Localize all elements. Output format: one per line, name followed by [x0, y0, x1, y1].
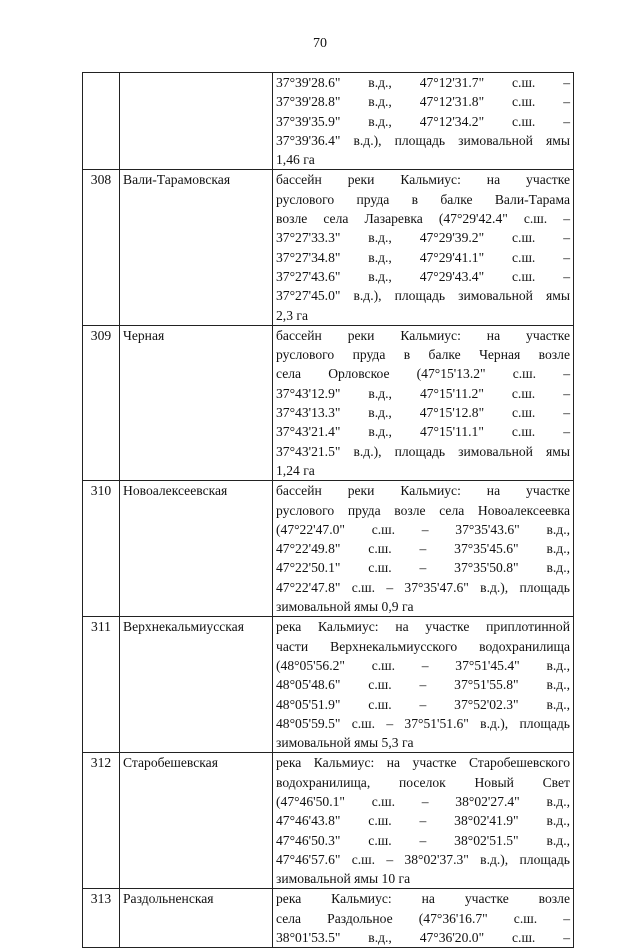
description-line: 47°22'47.8" с.ш. – 37°35'47.6" в.д.), площадь — [276, 579, 570, 595]
row-number: 309 — [83, 325, 120, 480]
description-line: 2,3 га — [276, 307, 308, 323]
row-number: 313 — [83, 889, 120, 948]
description-line: бассейн реки Кальмиус: на участке — [276, 327, 570, 343]
site-name: Черная — [120, 325, 273, 480]
description-line: 37°39'28.8" в.д., 47°12'31.8" с.ш. – — [276, 94, 570, 110]
description-line: (47°46'50.1" с.ш. – 38°02'27.4" в.д., — [276, 793, 570, 809]
site-name: Вали-Тарамовская — [120, 170, 273, 325]
table-row — [83, 73, 574, 170]
fishing-sites-table — [82, 72, 574, 948]
site-name: Раздольненская — [120, 889, 273, 948]
description-line: 37°43'13.3" в.д., 47°15'12.8" с.ш. – — [276, 405, 570, 421]
site-description — [273, 73, 574, 170]
description-line: руслового пруда в балке Черная возле — [276, 347, 570, 363]
description-line: 37°27'33.3" в.д., 47°29'39.2" с.ш. – — [276, 230, 570, 246]
table-body — [83, 73, 574, 948]
description-line: бассейн реки Кальмиус: на участке — [276, 172, 570, 188]
description-line: (47°22'47.0" с.ш. – 37°35'43.6" в.д., — [276, 521, 570, 537]
description-line: 37°43'21.4" в.д., 47°15'11.1" с.ш. – — [276, 424, 570, 440]
site-name: Старобешевская — [120, 753, 273, 889]
description-line: 37°39'35.9" в.д., 47°12'34.2" с.ш. – — [276, 113, 570, 129]
description-line: 47°46'43.8" с.ш. – 38°02'41.9" в.д., — [276, 813, 570, 829]
description-line: (48°05'56.2" с.ш. – 37°51'45.4" в.д., — [276, 657, 570, 673]
row-number: 308 — [83, 170, 120, 325]
description-line: 48°05'59.5" с.ш. – 37°51'51.6" в.д.), площадь — [276, 715, 570, 731]
description-line: река Кальмиус: на участке приплотинной — [276, 619, 570, 635]
description-line: бассейн реки Кальмиус: на участке — [276, 483, 570, 499]
site-name: Новоалексеевская — [120, 481, 273, 617]
table-row — [83, 170, 574, 325]
description-line: река Кальмиус: на участке Старобешевского — [276, 755, 570, 771]
description-line: 47°22'50.1" с.ш. – 37°35'50.8" в.д., — [276, 560, 570, 576]
description-line: 37°27'45.0" в.д.), площадь зимовальной ямы — [276, 288, 570, 304]
description-line: 47°22'49.8" с.ш. – 37°35'45.6" в.д., — [276, 541, 570, 557]
table-row — [83, 325, 574, 480]
site-description — [273, 753, 574, 889]
table-row — [83, 617, 574, 753]
description-line: руслового пруда возле села Новоалексеевка — [276, 502, 570, 518]
description-line: зимовальной ямы 0,9 га — [276, 599, 414, 615]
description-line: 37°39'28.6" в.д., 47°12'31.7" с.ш. – — [276, 75, 570, 90]
description-line: река Кальмиус: на участке возле — [276, 891, 570, 907]
description-line: 37°27'34.8" в.д., 47°29'41.1" с.ш. – — [276, 249, 570, 265]
description-line: 48°05'48.6" с.ш. – 37°51'55.8" в.д., — [276, 677, 570, 693]
description-line: 47°46'50.3" с.ш. – 38°02'51.5" в.д., — [276, 832, 570, 848]
site-description — [273, 170, 574, 325]
description-line: зимовальной ямы 5,3 га — [276, 735, 414, 751]
description-line: 1,24 га — [276, 462, 315, 478]
row-number — [83, 73, 120, 170]
description-line: части Верхнекальмиусского водохранилища — [276, 638, 570, 654]
site-description — [273, 889, 574, 948]
row-number: 310 — [83, 481, 120, 617]
table-row — [83, 481, 574, 617]
description-line: 47°46'57.6" с.ш. – 38°02'37.3" в.д.), площадь — [276, 851, 570, 867]
description-line: 37°43'12.9" в.д., 47°15'11.2" с.ш. – — [276, 385, 570, 401]
description-line: руслового пруда в балке Вали-Тарама — [276, 191, 570, 207]
page-number: 70 — [313, 36, 327, 51]
description-line: зимовальной ямы 10 га — [276, 871, 411, 887]
site-name — [120, 73, 273, 170]
description-line: возле села Лазаревка (47°29'42.4" с.ш. – — [276, 211, 570, 227]
description-line: 37°27'43.6" в.д., 47°29'43.4" с.ш. – — [276, 268, 570, 284]
site-description — [273, 617, 574, 753]
description-line: водохранилища, поселок Новый Свет — [276, 774, 570, 790]
description-line: 37°39'36.4" в.д.), площадь зимовальной ямы — [276, 132, 570, 148]
site-description — [273, 481, 574, 617]
description-line: 48°05'51.9" с.ш. – 37°52'02.3" в.д., — [276, 696, 570, 712]
table-row — [83, 753, 574, 889]
description-line: села Орловское (47°15'13.2" с.ш. – — [276, 366, 570, 382]
table-row — [83, 889, 574, 948]
description-line: 38°01'53.5" в.д., 47°36'20.0" с.ш. – — [276, 930, 570, 946]
site-description — [273, 325, 574, 480]
row-number: 311 — [83, 617, 120, 753]
row-number: 312 — [83, 753, 120, 889]
description-line: 1,46 га — [276, 152, 315, 168]
description-line: 37°43'21.5" в.д.), площадь зимовальной ямы — [276, 443, 570, 459]
site-name: Верхнекальмиусская — [120, 617, 273, 753]
description-line: села Раздольное (47°36'16.7" с.ш. – — [276, 910, 570, 926]
